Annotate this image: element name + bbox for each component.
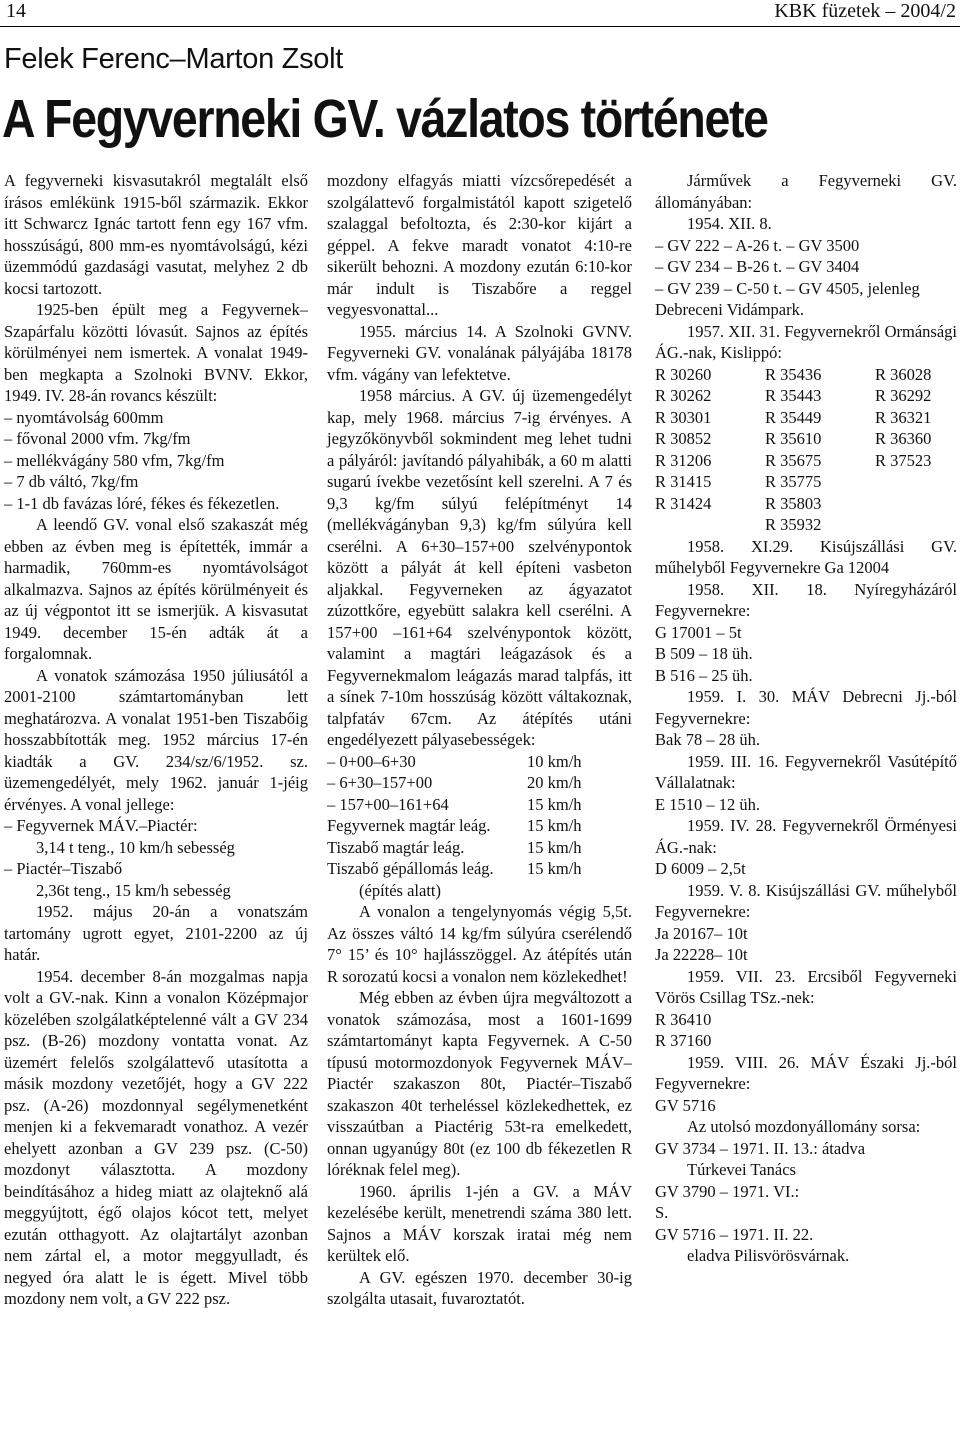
segment-cell: – 0+00–6+30 — [327, 751, 416, 771]
table-row — [655, 364, 955, 386]
page-number: 14 — [6, 0, 26, 22]
list-item: – 7 db váltó, 7kg/fm — [4, 472, 139, 491]
speed-limits-table — [327, 751, 582, 880]
list-item: – mellékvágány 580 vfm, 7kg/fm — [4, 450, 225, 470]
wagon-cell: R 35449 — [765, 407, 822, 427]
wagon-cell: R 35803 — [765, 493, 822, 513]
wagon-cell: R 35443 — [765, 386, 822, 405]
paragraph: Az utolsó mozdonyállomány sorsa: — [687, 1117, 921, 1136]
paragraph: mozdony elfagyás miatti vízcsőrepedését a szolgálattevő forgalmistától kapott szigetelő szalaggal befoltozta, és 2:30-kor kijárt a géppel. A fekve maradt vonatot 4:10-re sikerült behozni. A mozdony ezután 6:10-kor már indult is Tiszabőre a reggel vegyesvonattal... — [327, 171, 632, 319]
speed-cell: 15 km/h — [527, 837, 582, 857]
paragraph: 1958 március. A GV. új üzemengedélyt kap, mely 1968. március 7-ig érvényes. A jegyzőkönyvből sokmindent meg lehet tudni a pályáról: javítandó pályahibák, a 60 m alatti sugarú ívekbe vezetősínt kell szerelni. A 7 és 9,3 kg/fm súlyú felépítményt 14 (mellékvágányban 9,3) kg/fm súlyúra kell cserélni. A 6+30–157+00 szelvénypontok között a pályát át kell építeni vasbeton aljakkal. Fegyverneken az ágyazatot zúzottkőre, egyebütt salakra kell cserélni. A 157+00 –161+64 szelvénypontok között, valamint a magtári leágazások és a Fegyvernekmalom leágazás marad talpfás, itt a sínek 7-10m hosszúság között váltakoznak, talpfatáv 67cm. Az átépítés utáni engedélyezett pályasebességek: — [327, 386, 632, 749]
wagon-cell: R 30852 — [655, 429, 712, 448]
wagon-cell: R 30301 — [655, 407, 712, 427]
list-item: B 509 – 18 üh. — [655, 644, 753, 663]
paragraph: 1952. május 20-án a vonatszám tartomány ugrott egyet, 2101-2200 az új határ. — [4, 902, 308, 964]
wagon-cell — [875, 514, 955, 536]
wagon-cell — [655, 514, 765, 536]
date-line: 1954. XII. 8. — [687, 214, 772, 233]
table-row — [655, 471, 955, 493]
list-item: – nyomtávolság 600mm — [4, 407, 164, 427]
table-row — [327, 837, 582, 859]
paragraph: A vonalon a tengelynyomás végig 5,5t. Az összes váltó 14 kg/fm súlyúra cserélendő 7° 15’ és 10° hajlásszöggel. Az átépítés után R sorozatú kocsi a vonalon nem közlekedhet! — [327, 902, 632, 986]
paragraph: 1958. XII. 18. Nyíregyházáról Fegyvernekre: — [655, 579, 957, 620]
segment-cell: – 6+30–157+00 — [327, 773, 433, 792]
list-item: Ja 20167– 10t — [655, 923, 748, 943]
paragraph: 1959. IV. 28. Fegyvernekről Örményesi ÁG.-nak: — [655, 816, 957, 857]
paragraph: 1959. VII. 23. Ercsiből Fegyverneki Vörös Csillag TSz.-nek: — [655, 966, 957, 1007]
paragraph: Még ebben az évben újra megváltozott a vonatok számozása, most a 1601-1699 számtartományt kapta Fegyvernek. A C-50 típusú motormozdonyok Fegyvernek MÁV–Piactér szakaszon 80t, Piactér–Tiszabő szakaszon 40t terheléssel közlekedhettek, ez visszaútban a Piactérig 53t-ra emelkedett, onnan ugyanúgy 80t (ez 100 db fékezetlen R lóréknak felel meg). — [327, 988, 632, 1179]
segment-cell: Fegyvernek magtár leág. — [327, 816, 491, 835]
wagon-cell: R 37523 — [875, 450, 932, 470]
paragraph: 1959. VIII. 26. MÁV Északi Jj.-ból Fegyvernekre: — [655, 1052, 957, 1093]
text-column-3 — [655, 170, 957, 1267]
speed-cell: 10 km/h — [527, 751, 582, 771]
segment-cell: – 157+00–161+64 — [327, 794, 449, 814]
text-column-1 — [4, 170, 308, 1310]
list-item: – Fegyvernek MÁV.–Piactér: — [4, 816, 198, 835]
wagon-cell — [875, 471, 955, 493]
wagon-cell: R 36360 — [875, 429, 932, 448]
table-row — [655, 385, 955, 407]
list-item: GV 5716 – 1971. II. 22. — [655, 1224, 814, 1244]
paragraph: 1959. III. 16. Fegyvernekről Vasútépítő Vállalatnak: — [655, 751, 957, 792]
speed-cell: 15 km/h — [527, 816, 582, 835]
table-row — [327, 751, 582, 773]
wagon-cell: R 31206 — [655, 450, 712, 470]
speed-cell: 20 km/h — [527, 773, 582, 792]
wagon-cell: R 36028 — [875, 364, 932, 384]
paragraph: 1958. XI.29. Kisújszállási GV. műhelyből Fegyvernekre Ga 12004 — [655, 536, 957, 577]
speed-cell: 15 km/h — [527, 859, 582, 878]
paragraph: 1959. I. 30. MÁV Debrecni Jj.-ból Fegyvernekre: — [655, 687, 957, 728]
list-item: – Piactér–Tiszabő — [4, 859, 123, 878]
list-item: Ja 22228– 10t — [655, 945, 748, 964]
table-row — [327, 794, 582, 816]
paragraph: Járművek a Fegyverneki GV. állományában: — [655, 171, 957, 212]
list-item: D 6009 – 2,5t — [655, 859, 746, 878]
list-item: R 36410 — [655, 1009, 712, 1029]
wagon-cell: R 35675 — [765, 450, 822, 470]
article-authors: Felek Ferenc–Marton Zsolt — [4, 43, 344, 75]
header-rule — [0, 26, 960, 27]
paragraph: 1957. XII. 31. Fegyvernekről Ormánsági ÁG.-nak, Kislippó: — [655, 321, 957, 362]
paragraph: 1959. V. 8. Kisújszállási GV. műhelyből Fegyvernekre: — [655, 880, 957, 921]
wagon-cell — [875, 493, 955, 515]
segment-cell: Tiszabő magtár leág. — [327, 837, 465, 857]
paragraph: 1955. március 14. A Szolnoki GVNV. Fegyverneki GV. vonalának pályájába 18178 vfm. vágány van lefektetve. — [327, 321, 632, 384]
paragraph: 1960. április 1-jén a GV. a MÁV kezelésébe került, menetrendi száma 380 lett. Sajnos a MÁV korszak iratai még nem kerültek elő. — [327, 1181, 632, 1265]
list-item: R 37160 — [655, 1031, 712, 1050]
list-item: G 17001 – 5t — [655, 622, 742, 642]
list-item: GV 3734 – 1971. II. 13.: átadva — [655, 1138, 866, 1158]
table-row — [655, 493, 955, 515]
running-header — [0, 0, 960, 22]
table-row — [655, 407, 955, 429]
wagon-cell: R 35436 — [765, 364, 822, 384]
speed-cell: 15 km/h — [527, 794, 582, 814]
list-item: B 516 – 25 üh. — [655, 665, 753, 685]
wagon-cell: R 36321 — [875, 407, 932, 427]
table-row — [327, 815, 582, 837]
paragraph: 1954. december 8-án mozgalmas napja volt a GV.-nak. Kinn a vonalon Középmajor közelében szolgálatképtelenné vált a GV 234 psz. (B-26) mozdony vontatta vonat. Az üzemért felelős szolgálattevő utasította a másik mozdony vezetőjét, hogy a GV 222 psz. (A-26) mozdonnyal segélymenetként menjen ki a fekvemaradt vonathoz. A vezér ehelyett azonban a GV 239 psz. (C-50) mozdonyt választotta. A mozdony beindításához a hideg miatt az olajteknő alá meggyújtott, égő olajos kócot tett, melyet ezután otthagyott. Az olajtartályt azonban nem zártal el, a motor meggyulladt, és negyed óra alatt le is égett. Mivel több mozdony nem volt, a GV 222 psz. — [4, 966, 308, 1308]
list-item: – GV 222 – A-26 t. – GV 3500 — [655, 235, 860, 255]
wagon-cell: R 30262 — [655, 386, 712, 405]
paragraph: A leendő GV. vonal első szakaszát még ebben az évben meg is építették, immár a harmadik, 760mm-es nyomtávolságot alkalmazva. Sajnos az építés körülményeit és az új végpontot itt se ismerjük. A kisvasutat 1949. december 15-én adták át a forgalomnak. — [4, 515, 308, 663]
wagon-cell: R 35775 — [765, 472, 822, 491]
wagon-cell: R 35610 — [765, 429, 822, 448]
table-row — [327, 858, 582, 880]
wagon-cell: R 31415 — [655, 472, 712, 491]
paragraph: A vonatok számozása 1950 júliusától a 2001-2100 számtartományban lett meghatározva. A vonalat 1951-ben Tiszabőig hosszabbították meg. 1952 március 17-én kiadták a GV. 234/sz/6/1952. sz. üzemengedélyét, mely 1962. január 1-jéig érvényes. A vonal jellege: — [4, 665, 308, 814]
table-note: (építés alatt) — [359, 880, 442, 900]
list-item: – GV 234 – B-26 t. – GV 3404 — [655, 257, 860, 276]
list-item: S. — [655, 1203, 669, 1222]
list-item: GV 5716 — [655, 1095, 716, 1115]
list-item: eladva Pilisvörösvárnak. — [687, 1246, 850, 1265]
table-row — [655, 450, 955, 472]
journal-title: KBK füzetek – 2004/2 — [774, 0, 956, 22]
paragraph: A fegyverneki kisvasutakról megtalált első írásos emlékünk 1915-ből származik. Ekkor itt Schwarcz Ignác tartott fenn egy 167 vfm. hosszúságú, 800 mm-es nyomtávolságú, kézi üzemmódú gazdasági vasutat, melyhez 2 db kocsi tartozott. — [4, 171, 308, 298]
paragraph: 1925-ben épült meg a Fegyvernek–Szapárfalu közötti lóvasút. Sajnos az építés körülményei nem ismertek. A vonalat 1949-ben megkapta a Szolnoki BVNV. Ekkor, 1949. IV. 28-án rovancs készült: — [4, 300, 308, 405]
table-row — [655, 428, 955, 450]
segment-cell: Tiszabő gépállomás leág. — [327, 859, 494, 878]
wagon-cell: R 35932 — [765, 515, 822, 534]
list-item: E 1510 – 12 üh. — [655, 794, 760, 814]
list-item: GV 3790 – 1971. VI.: — [655, 1181, 800, 1201]
list-item: 2,36t teng., 15 km/h sebesség — [36, 880, 231, 900]
text-column-2 — [327, 170, 632, 1310]
list-item: Bak 78 – 28 üh. — [655, 730, 760, 749]
list-item: – 1-1 db favázas lóré, fékes és fékezetlen. — [4, 493, 280, 513]
list-item: 3,14 t teng., 10 km/h sebesség — [36, 837, 235, 857]
list-item: Túrkevei Tanács — [687, 1160, 796, 1179]
table-row — [327, 772, 582, 794]
wagon-cell: R 30260 — [655, 364, 712, 384]
wagon-cell: R 31424 — [655, 493, 712, 513]
list-item: – fővonal 2000 vfm. 7kg/fm — [4, 429, 191, 448]
wagon-number-table — [655, 364, 955, 536]
list-item: – GV 239 – C-50 t. – GV 4505, jelenleg Debreceni Vidámpark. — [655, 278, 920, 319]
paragraph: A GV. egészen 1970. december 30-ig szolgálta utasait, fuvaroztatót. — [327, 1267, 632, 1308]
table-row — [655, 514, 955, 536]
article-title: A Fegyverneki GV. vázlatos története — [2, 89, 768, 149]
wagon-cell: R 36292 — [875, 386, 932, 405]
